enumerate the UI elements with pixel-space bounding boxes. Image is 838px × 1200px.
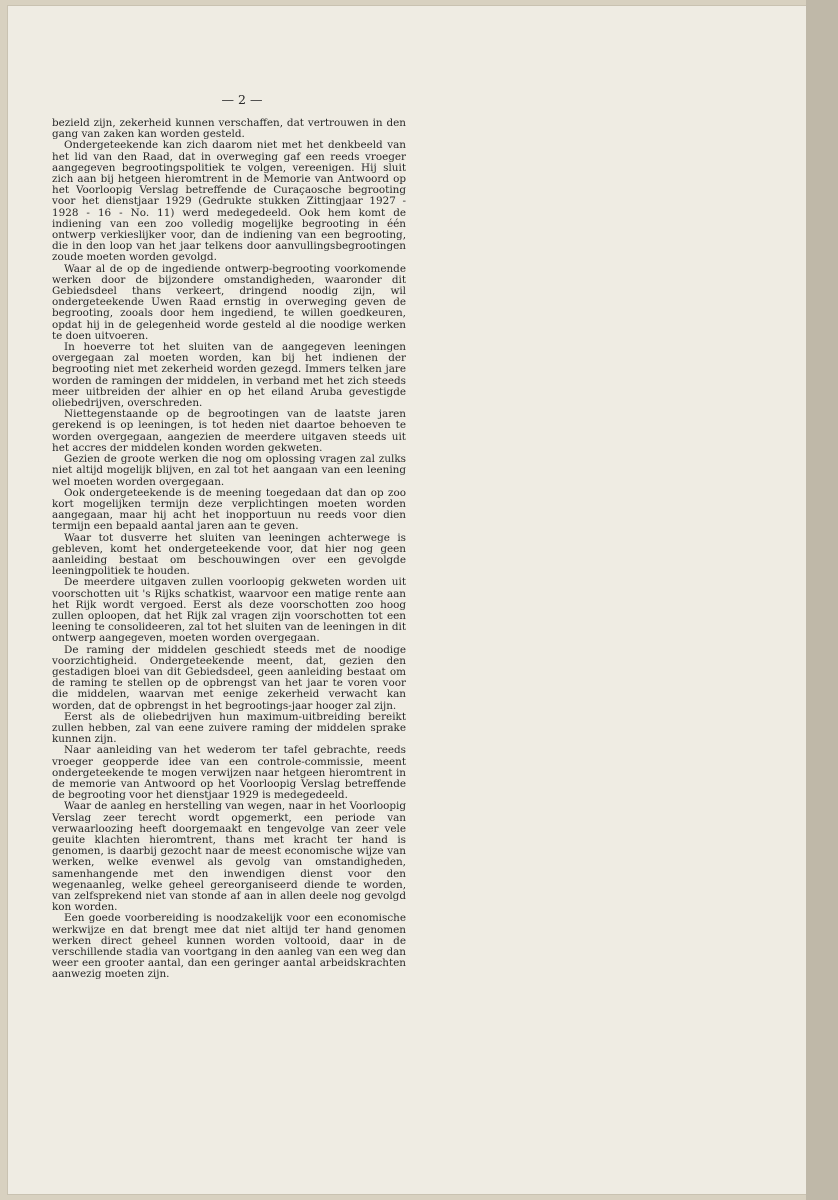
page-number: — 2 — [221,92,263,107]
scan-edge [806,0,838,1200]
paragraph: Niettegenstaande op de begrootingen van de laatste jaren gerekend is op leeningen, is tot heden niet daartoe behoeven te worden overgegaan, aangezien de meerdere uitgaven steeds uit het accres der middelen konden worden gekweten. [52,408,406,454]
paragraph: De meerdere uitgaven zullen voorloopig gekweten worden uit voorschotten uit 's Rijks schatkist, waarvoor een matige rente aan het Rijk wordt vergoed. Eerst als deze voorschotten zoo hoog zullen oploopen, dat het Rijk zal vragen zijn voorschotten tot een leening te consolideeren, zal tot het sluiten van de leeningen in dit ontwerp aangegeven, moeten worden overgegaan. [52,576,406,645]
paragraph: Ondergeteekende kan zich daarom niet met het denkbeeld van het lid van den Raad, dat in overweging gaf een reeds vroeger aangegeven begrootingspolitiek te volgen, vereenigen. Hij sluit zich aan bij hetgeen hieromtrent in de Memorie van Antwoord op het Voorloopig Verslag betreffende de Curaçaosche begrooting voor het dienstjaar 1929 (Gedrukte stukken Zittingjaar 1927 - 1928 - 16 - No. 11) werd medegedeeld. Ook hem komt de indiening van een zoo volledig mogelijke begrooting in één ontwerp verkieslijker voor, dan de indiening van een begrooting, die in den loop van het jaar telkens door aanvullingsbegrootingen zoude moeten worden gevolgd. [52,139,406,264]
bleed-through-stamp [592,86,752,226]
paragraph: Ook ondergeteekende is de meening toegedaan dat dan op zoo kort mogelijken termijn deze verplichtingen moeten worden aangegaan, maar hij acht het inopportuun nu reeds voor dien termijn een bepaald aantal jaren aan te geven. [52,486,406,533]
paragraph: In hoeverre tot het sluiten van de aangegeven leeningen overgegaan zal moeten worden, kan bij het indienen der begrooting niet met zekerheid worden gezegd. Immers telken jare worden de ramingen der middelen, in verband met het zich steeds meer uitbreiden der alhier en op het eiland Aruba gevestigde oliebedrijven, overschreden. [52,341,406,410]
paragraph: Eerst als de oliebedrijven hun maximum-uitbreiding bereikt zullen hebben, zal van eene zuivere raming der middelen sprake kunnen zijn. [52,710,406,746]
paragraph: Waar tot dusverre het sluiten van leeningen achterwege is gebleven, komt het ondergeteekende voor, dat hier nog geen aanleiding bestaat om beschouwingen over een gevolgde leeningpolitiek te houden. [52,531,406,578]
document-body [52,118,406,981]
paragraph: Waar de aanleg en herstelling van wegen, naar in het Voorloopig Verslag zeer terecht wordt opgemerkt, een periode van verwaarloozing heeft doorgemaakt en tengevolge van zeer vele geuite klachten hieromtrent, thans met kracht ter hand is genomen, is daarbij gezocht naar de meest economische wijze van werken, welke evenwel als gevolg van omstandigheden, samenhangende met den inwendigen dienst voor den wegenaanleg, welke geheel gereorganiseerd diende te worden, van zelfsprekend niet van stonde af aan in allen deele nog gevolgd kon worden. [52,800,406,914]
paragraph: Waar al de op de ingediende ontwerp-begrooting voorkomende werken door de bijzondere omstandigheden, waaronder dit Gebiedsdeel thans verkeert, dringend noodig zijn, wil ondergeteekende Uwen Raad ernstig in overweging geven de begrooting, zooals door hem ingediend, te willen goedkeuren, opdat hij in de gelegenheid worde gesteld al die noodige werken te doen uitvoeren. [52,262,406,342]
paragraph: Naar aanleiding van het wederom ter tafel gebrachte, reeds vroeger geopperde idee van een controle-commissie, meent ondergeteekende te mogen verwijzen naar hetgeen hieromtrent in de memorie van Antwoord op het Voorloopig Verslag betreffende de begrooting voor het dienstjaar 1929 is medegedeeld. [52,744,406,802]
paragraph: Een goede voorbereiding is noodzakelijk voor een economische werkwijze en dat brengt mee dat niet altijd ter hand genomen werken direct geheel kunnen worden voltooid, daar in de verschillende stadia van voortgang in den aanleg van een weg dan weer een grooter aantal, dan een geringer aantal arbeidskrachten aanwezig moeten zijn. [52,912,406,981]
paragraph: Gezien de groote werken die nog om oplossing vragen zal zulks niet altijd mogelijk blijven, en zal tot het aangaan van een leening wel moeten worden overgegaan. [52,453,406,488]
paragraph: De raming der middelen geschiedt steeds met de noodige voorzichtigheid. Ondergeteekende meent, dat, gezien den gestadigen bloei van dit Gebiedsdeel, geen aanleiding bestaat om de raming te stellen op de opbrengst van het jaar te voren voor die middelen, waarvan met eenige zekerheid verwacht kan worden, dat de opbrengst in het begrootings-jaar hooger zal zijn. [52,643,406,712]
paragraph: bezield zijn, zekerheid kunnen verschaffen, dat vertrouwen in den gang van zaken kan worden gesteld. [52,117,406,141]
